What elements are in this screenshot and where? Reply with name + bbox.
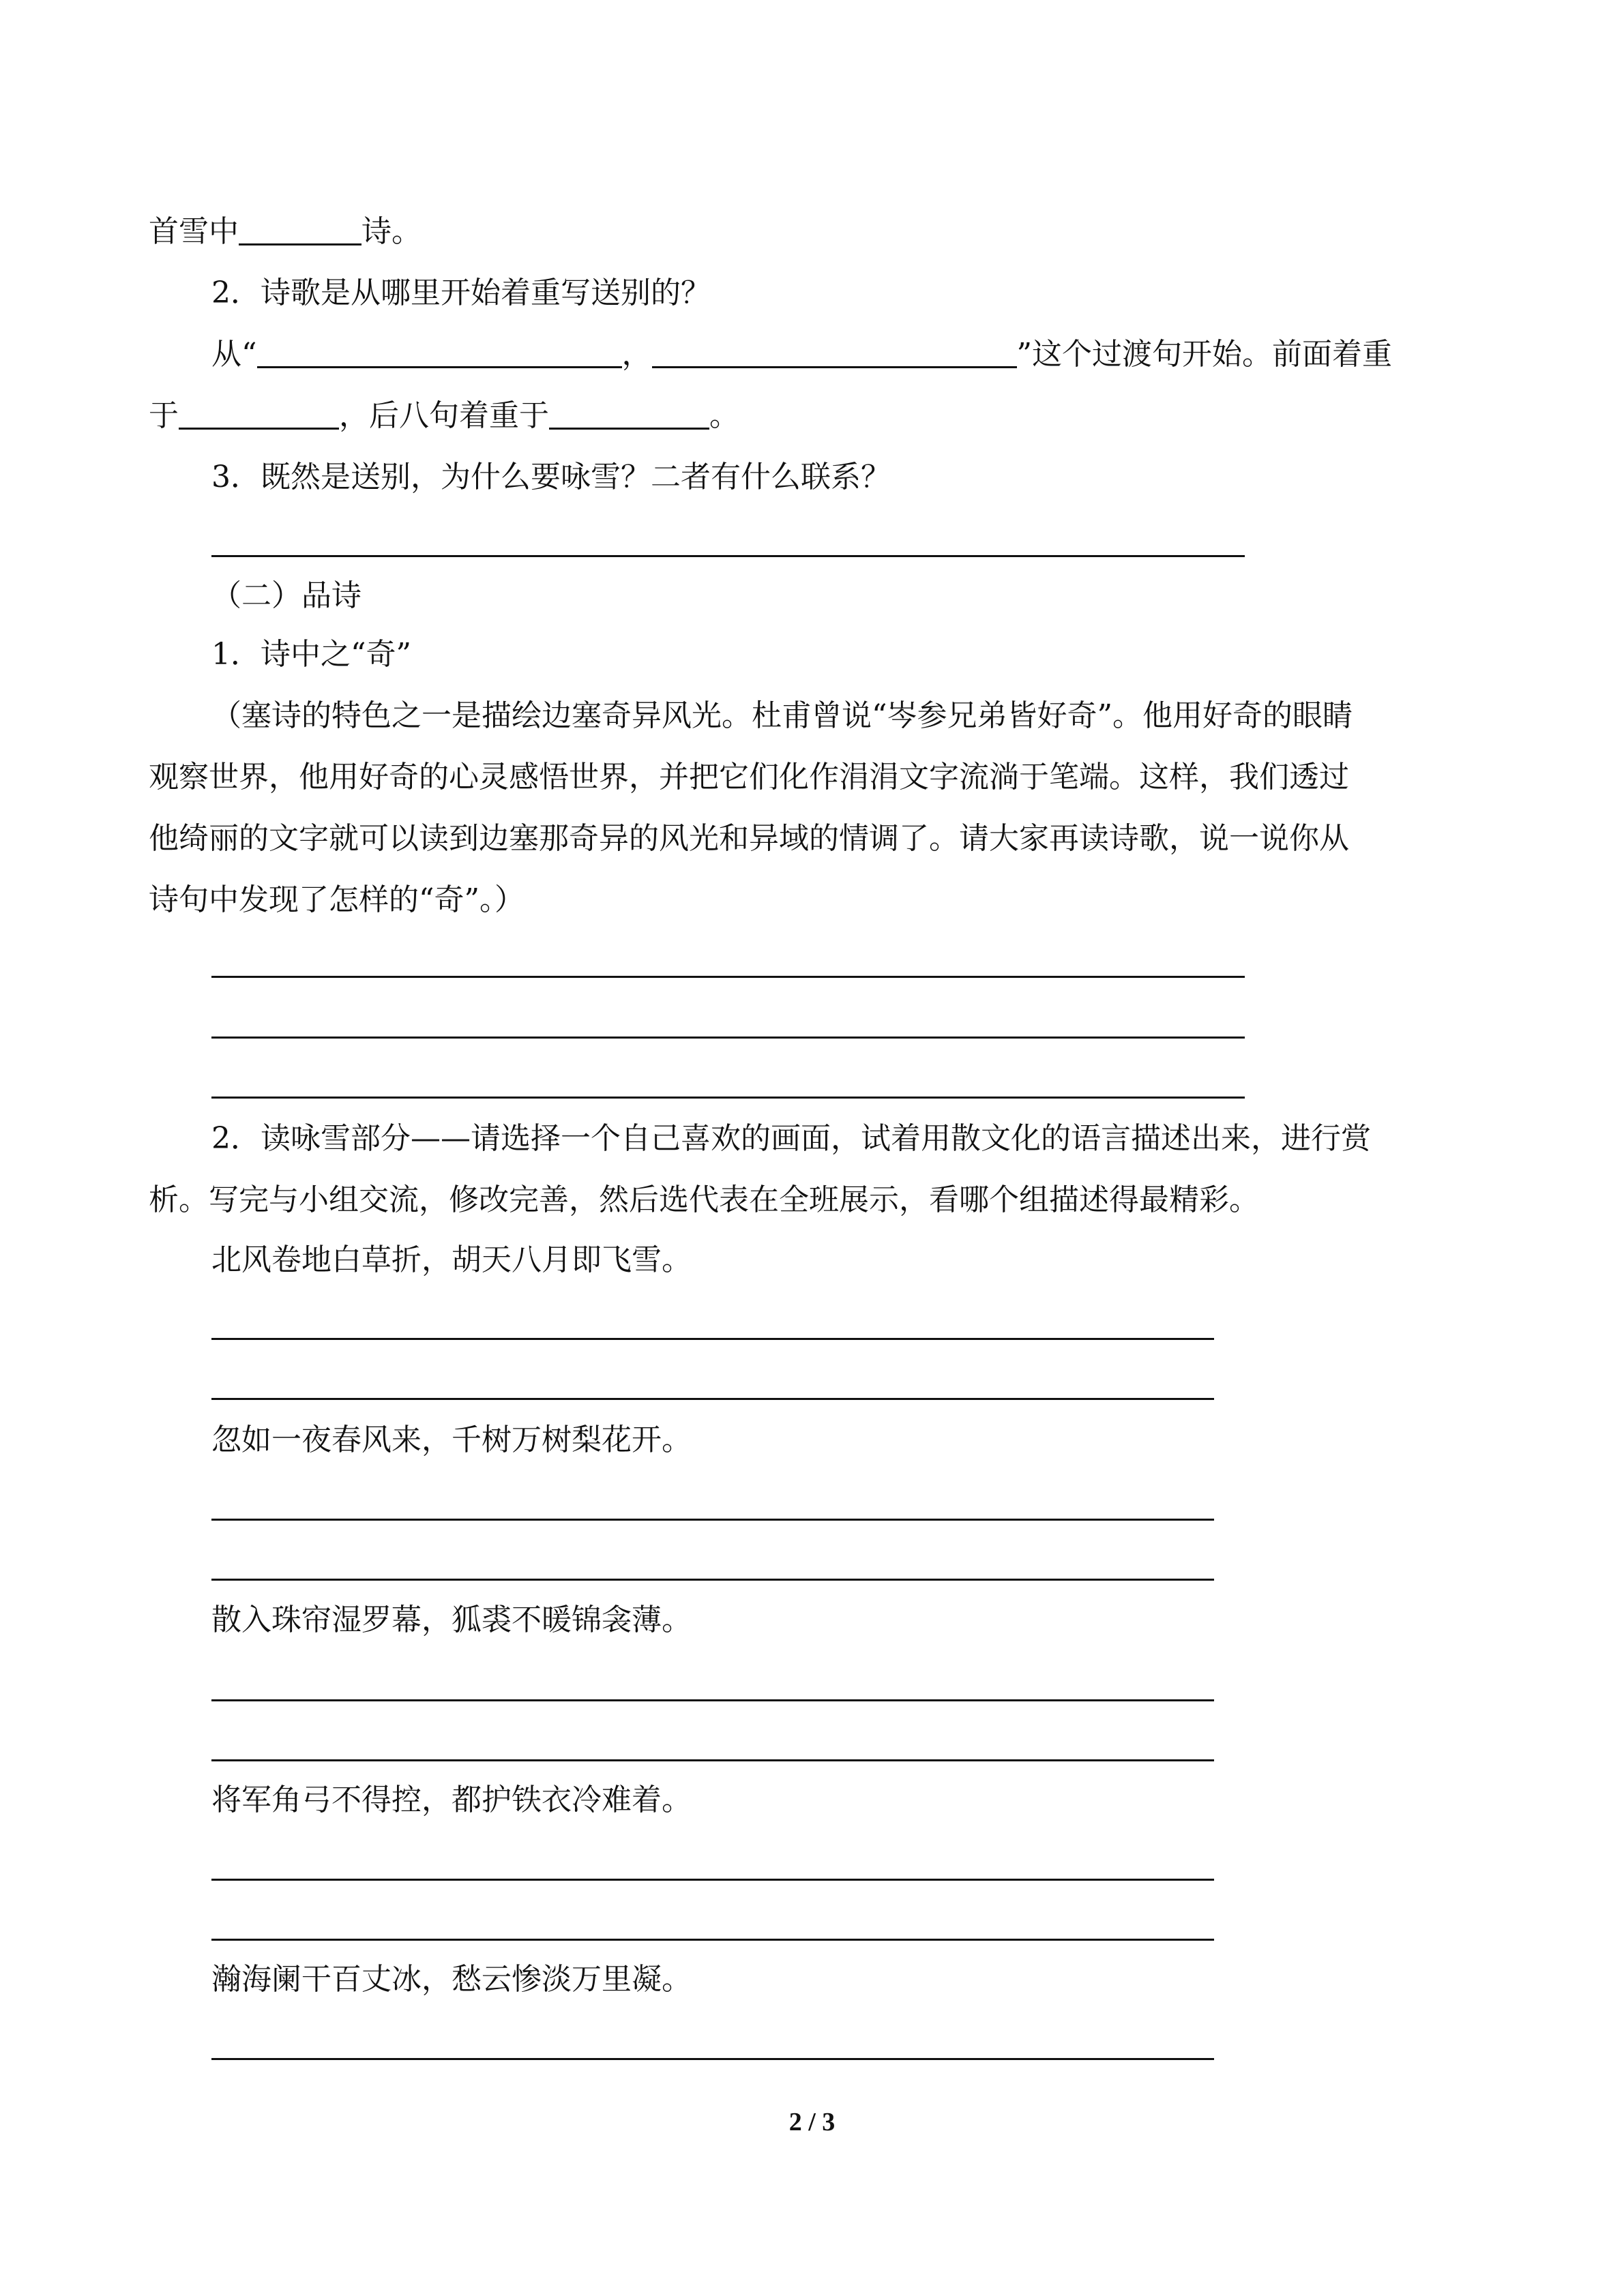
question-3: 3．既然是送别，为什么要咏雪？二者有什么联系？ xyxy=(211,460,891,494)
answer-blank-front-focus[interactable] xyxy=(179,398,339,430)
item-1-title: 1．诗中之“奇” xyxy=(211,637,411,672)
fill-in-line-1 xyxy=(149,211,422,252)
answer-line[interactable] xyxy=(211,1579,1214,1581)
verse-line: 瀚海阑干百丈冰，愁云惨淡万里凝。 xyxy=(211,1962,692,1997)
verse-line: 忽如一夜春风来，千树万树梨花开。 xyxy=(211,1422,692,1457)
page-number: 2 / 3 xyxy=(788,2108,836,2136)
intro-line: （塞诗的特色之一是描绘边塞奇异风光。杜甫曾说“岑参兄弟皆好奇”。他用好奇的眼睛 xyxy=(211,698,1353,733)
comma-text: ， xyxy=(621,337,652,372)
answer-line[interactable] xyxy=(211,2058,1214,2060)
focus-mid: ，后八句着重于 xyxy=(339,398,549,433)
answer-blank-transition-2[interactable] xyxy=(652,336,1017,368)
focus-end: 。 xyxy=(709,398,739,433)
answer-blank-poem-type[interactable] xyxy=(239,213,361,245)
question-2: 2．诗歌是从哪里开始着重写送别的？ xyxy=(211,275,711,310)
answer-line[interactable] xyxy=(211,1699,1214,1701)
answer-line[interactable] xyxy=(211,976,1245,978)
focus-prefix: 于 xyxy=(149,398,179,433)
answer-blank-back-focus[interactable] xyxy=(549,398,709,430)
intro-line: 诗句中发现了怎样的“奇”。） xyxy=(149,882,525,917)
open-quote-text: 从“ xyxy=(211,337,257,372)
answer-line[interactable] xyxy=(211,1759,1214,1761)
close-quote-text: ”这个过渡句开始。前面着重 xyxy=(1016,337,1392,372)
answer-line[interactable] xyxy=(211,1939,1214,1941)
section-heading: （二）品诗 xyxy=(211,578,361,613)
answer-line[interactable] xyxy=(211,1519,1214,1521)
intro-line: 观察世界，他用好奇的心灵感悟世界，并把它们化作涓涓文字流淌于笔端。这样，我们透过 xyxy=(149,760,1349,794)
question-2-answer-line-2 xyxy=(149,396,739,436)
question-2-answer-line xyxy=(211,334,1392,375)
answer-blank-transition-1[interactable] xyxy=(257,336,622,368)
answer-line[interactable] xyxy=(211,1037,1245,1039)
task-2-line: 析。写完与小组交流，修改完善，然后选代表在全班展示，看哪个组描述得最精彩。 xyxy=(149,1182,1259,1217)
verse-line: 北风卷地白草折，胡天八月即飞雪。 xyxy=(211,1242,692,1277)
answer-line[interactable] xyxy=(211,555,1245,557)
task-2-line: 2．读咏雪部分——请选择一个自己喜欢的画面，试着用散文化的语言描述出来，进行赏 xyxy=(211,1121,1371,1156)
intro-line: 他绮丽的文字就可以读到边塞那奇异的风光和异域的情调了。请大家再读诗歌，说一说你从 xyxy=(149,821,1349,856)
verse-line: 散入珠帘湿罗幕，狐裘不暖锦衾薄。 xyxy=(211,1602,692,1637)
verse-line: 将军角弓不得控，都护铁衣冷难着。 xyxy=(211,1783,692,1817)
line1-prefix: 首雪中 xyxy=(149,214,239,249)
line1-suffix: 诗。 xyxy=(361,214,422,249)
answer-line[interactable] xyxy=(211,1398,1214,1400)
answer-line[interactable] xyxy=(211,1097,1245,1099)
answer-line[interactable] xyxy=(211,1879,1214,1881)
answer-line[interactable] xyxy=(211,1338,1214,1340)
